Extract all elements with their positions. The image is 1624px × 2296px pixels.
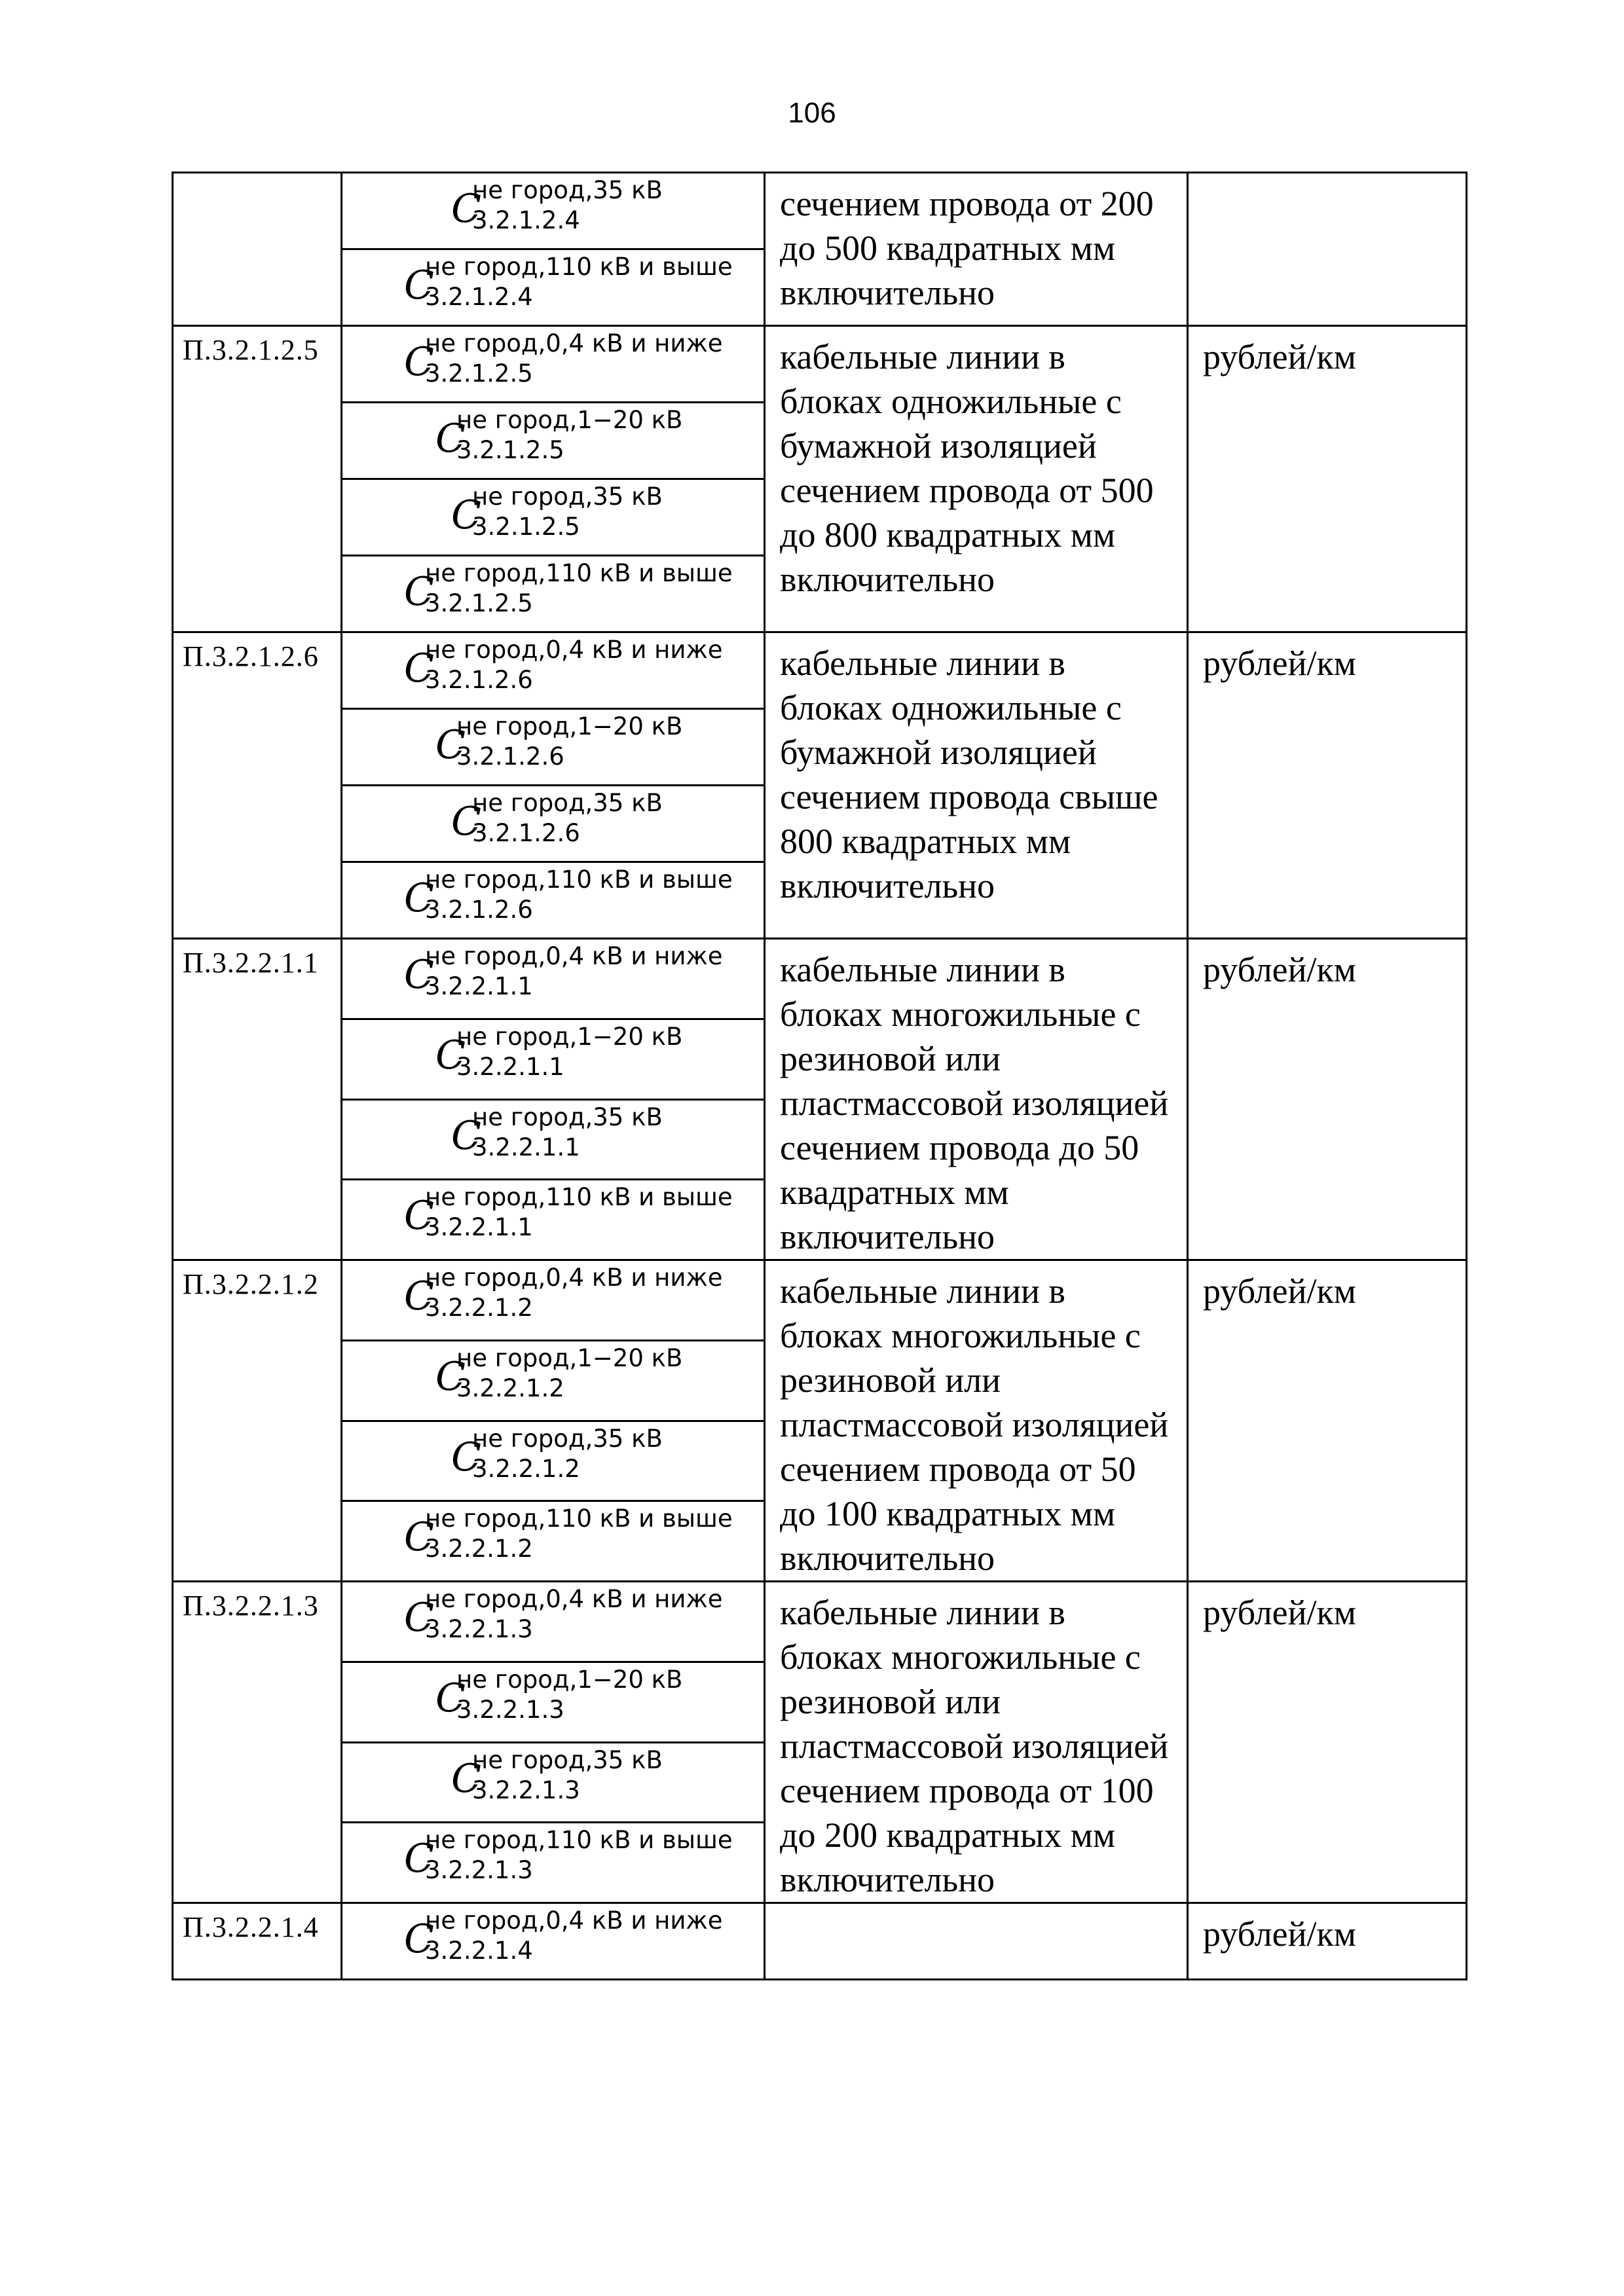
formula-symbol: C <box>404 1836 434 1882</box>
formula-subscript: 3.2.2.1.3 <box>425 1615 533 1643</box>
description-cell: кабельные линии в блоках одножильные с бумажной изоляцией сечением провода от 500 до 800 квадратных мм включительно <box>765 326 1188 632</box>
description-cell: кабельные линии в блоках многожильные с резиновой или пластмассовой изоляцией сечением провода от 100 до 200 квадратных мм включительно <box>765 1582 1188 1903</box>
formula-symbol: C <box>451 186 481 232</box>
formula-cell <box>342 249 765 326</box>
formula-symbol: C <box>435 1032 466 1078</box>
formula-superscript: не город,1−20 кВ <box>456 406 683 434</box>
formula-subscript: 3.2.2.1.3 <box>472 1776 580 1804</box>
formula-superscript: не город,1−20 кВ <box>456 712 683 740</box>
formula-superscript: не город,110 кВ и выше <box>425 866 733 894</box>
table-row <box>173 173 1467 249</box>
formula-cell <box>342 1582 765 1662</box>
formula-symbol: C <box>451 1112 481 1159</box>
formula-superscript: не город,35 кВ <box>472 789 663 817</box>
formula-symbol: C <box>404 1514 434 1561</box>
formula-superscript: не город,0,4 кВ и ниже <box>425 329 723 357</box>
description-cell: сечением провода от 200 до 500 квадратных мм включительно <box>765 173 1188 326</box>
item-code-cell: П.3.2.2.1.3 <box>173 1582 342 1903</box>
description-cell: кабельные линии в блоках многожильные с резиновой или пластмассовой изоляцией сечением провода до 50 квадратных мм включительно <box>765 939 1188 1260</box>
description-cell <box>765 1903 1188 1980</box>
formula-superscript: не город,110 кВ и выше <box>425 253 733 281</box>
formula-subscript: 3.2.2.1.1 <box>425 972 533 1000</box>
description-cell: кабельные линии в блоках многожильные с резиновой или пластмассовой изоляцией сечением провода от 50 до 100 квадратных мм включительно <box>765 1260 1188 1582</box>
formula-superscript: не город,35 кВ <box>472 1102 663 1131</box>
description-cell: кабельные линии в блоках одножильные с бумажной изоляцией сечением провода свыше 800 квадратных мм включительно <box>765 632 1188 939</box>
formula-subscript: 3.2.1.2.6 <box>456 742 564 771</box>
unit-cell: рублей/км <box>1188 1582 1467 1903</box>
formula-cell <box>342 1903 765 1980</box>
formula-symbol: C <box>451 492 481 538</box>
formula-superscript: не город,35 кВ <box>472 176 663 204</box>
formula-cell <box>342 1823 765 1903</box>
formula-cell <box>342 479 765 556</box>
formula-superscript: не город,0,4 кВ и ниже <box>425 1585 723 1613</box>
formula-cell <box>342 632 765 709</box>
page-number: 106 <box>788 97 836 129</box>
formula-subscript: 3.2.1.2.6 <box>425 896 533 924</box>
formula-symbol: C <box>404 263 434 308</box>
unit-cell <box>1188 173 1467 326</box>
formula-symbol: C <box>435 1353 466 1400</box>
formula-cell <box>342 1019 765 1099</box>
formula-superscript: не город,35 кВ <box>472 483 663 511</box>
formula-cell <box>342 1421 765 1501</box>
formula-subscript: 3.2.2.1.1 <box>456 1052 564 1081</box>
formula-cell <box>342 1662 765 1742</box>
formula-subscript: 3.2.1.2.6 <box>472 819 580 847</box>
formula-superscript: не город,1−20 кВ <box>456 1022 683 1051</box>
formula-cell <box>342 1340 765 1421</box>
formula-cell <box>342 556 765 632</box>
formula-superscript: не город,1−20 кВ <box>456 1665 683 1694</box>
formula-subscript: 3.2.2.1.2 <box>425 1294 533 1322</box>
formula-cell <box>342 709 765 786</box>
formula-cell <box>342 326 765 403</box>
table-row <box>173 1582 1467 1662</box>
formula-subscript: 3.2.2.1.1 <box>425 1213 533 1242</box>
item-code-cell: П.3.2.1.2.5 <box>173 326 342 632</box>
formula-superscript: не город,35 кВ <box>472 1745 663 1774</box>
formula-symbol: C <box>404 569 434 615</box>
formula-symbol: C <box>435 416 466 462</box>
formula-cell <box>342 1501 765 1582</box>
formula-subscript: 3.2.2.1.1 <box>472 1133 580 1161</box>
item-code-cell: П.3.2.1.2.6 <box>173 632 342 939</box>
formula-subscript: 3.2.1.2.5 <box>472 513 580 541</box>
formula-subscript: 3.2.2.1.2 <box>472 1454 580 1483</box>
formula-subscript: 3.2.2.1.4 <box>425 1937 533 1965</box>
formula-symbol: C <box>404 1273 434 1319</box>
formula-cell <box>342 403 765 479</box>
formula-symbol: C <box>451 1755 481 1802</box>
tariff-table <box>172 172 1467 1980</box>
formula-subscript: 3.2.2.1.2 <box>425 1535 533 1563</box>
formula-symbol: C <box>404 1193 434 1239</box>
table-row <box>173 1260 1467 1341</box>
formula-cell <box>342 939 765 1019</box>
formula-symbol: C <box>404 1595 434 1641</box>
formula-cell <box>342 1099 765 1180</box>
formula-symbol: C <box>404 875 434 921</box>
table-row <box>173 326 1467 403</box>
formula-cell <box>342 786 765 862</box>
formula-cell <box>342 1260 765 1341</box>
formula-cell <box>342 173 765 249</box>
formula-subscript: 3.2.2.1.3 <box>456 1695 564 1724</box>
formula-superscript: не город,0,4 кВ и ниже <box>425 942 723 970</box>
formula-symbol: C <box>404 646 434 691</box>
unit-cell: рублей/км <box>1188 1260 1467 1582</box>
formula-cell <box>342 862 765 939</box>
unit-cell: рублей/км <box>1188 326 1467 632</box>
formula-cell <box>342 1742 765 1823</box>
formula-superscript: не город,110 кВ и выше <box>425 559 733 587</box>
item-code-cell <box>173 173 342 326</box>
item-code-cell: П.3.2.2.1.2 <box>173 1260 342 1582</box>
formula-symbol: C <box>404 952 434 998</box>
table-row <box>173 939 1467 1019</box>
unit-cell: рублей/км <box>1188 939 1467 1260</box>
formula-subscript: 3.2.2.1.3 <box>425 1856 533 1885</box>
formula-symbol: C <box>435 1675 466 1721</box>
item-code-cell: П.3.2.2.1.4 <box>173 1903 342 1980</box>
formula-subscript: 3.2.1.2.4 <box>425 283 533 311</box>
table-row <box>173 632 1467 709</box>
unit-cell: рублей/км <box>1188 1903 1467 1980</box>
unit-cell: рублей/км <box>1188 632 1467 939</box>
formula-superscript: не город,0,4 кВ и ниже <box>425 636 723 664</box>
formula-subscript: 3.2.1.2.5 <box>456 436 564 464</box>
table-row <box>173 1903 1467 1980</box>
formula-subscript: 3.2.1.2.5 <box>425 359 533 388</box>
formula-symbol: C <box>404 339 434 385</box>
formula-superscript: не город,35 кВ <box>472 1424 663 1453</box>
formula-subscript: 3.2.1.2.6 <box>425 666 533 694</box>
formula-symbol: C <box>404 1916 434 1962</box>
formula-superscript: не город,0,4 кВ и ниже <box>425 1906 723 1935</box>
formula-superscript: не город,1−20 кВ <box>456 1343 683 1372</box>
formula-superscript: не город,110 кВ и выше <box>425 1183 733 1212</box>
formula-subscript: 3.2.2.1.2 <box>456 1374 564 1402</box>
formula-superscript: не город,110 кВ и выше <box>425 1504 733 1533</box>
formula-symbol: C <box>451 1434 481 1480</box>
formula-subscript: 3.2.1.2.5 <box>425 589 533 617</box>
formula-superscript: не город,0,4 кВ и ниже <box>425 1264 723 1292</box>
item-code-cell: П.3.2.2.1.1 <box>173 939 342 1260</box>
formula-symbol: C <box>451 799 481 845</box>
formula-symbol: C <box>435 722 466 768</box>
formula-cell <box>342 1180 765 1260</box>
formula-subscript: 3.2.1.2.4 <box>472 206 580 234</box>
formula-superscript: не город,110 кВ и выше <box>425 1826 733 1855</box>
